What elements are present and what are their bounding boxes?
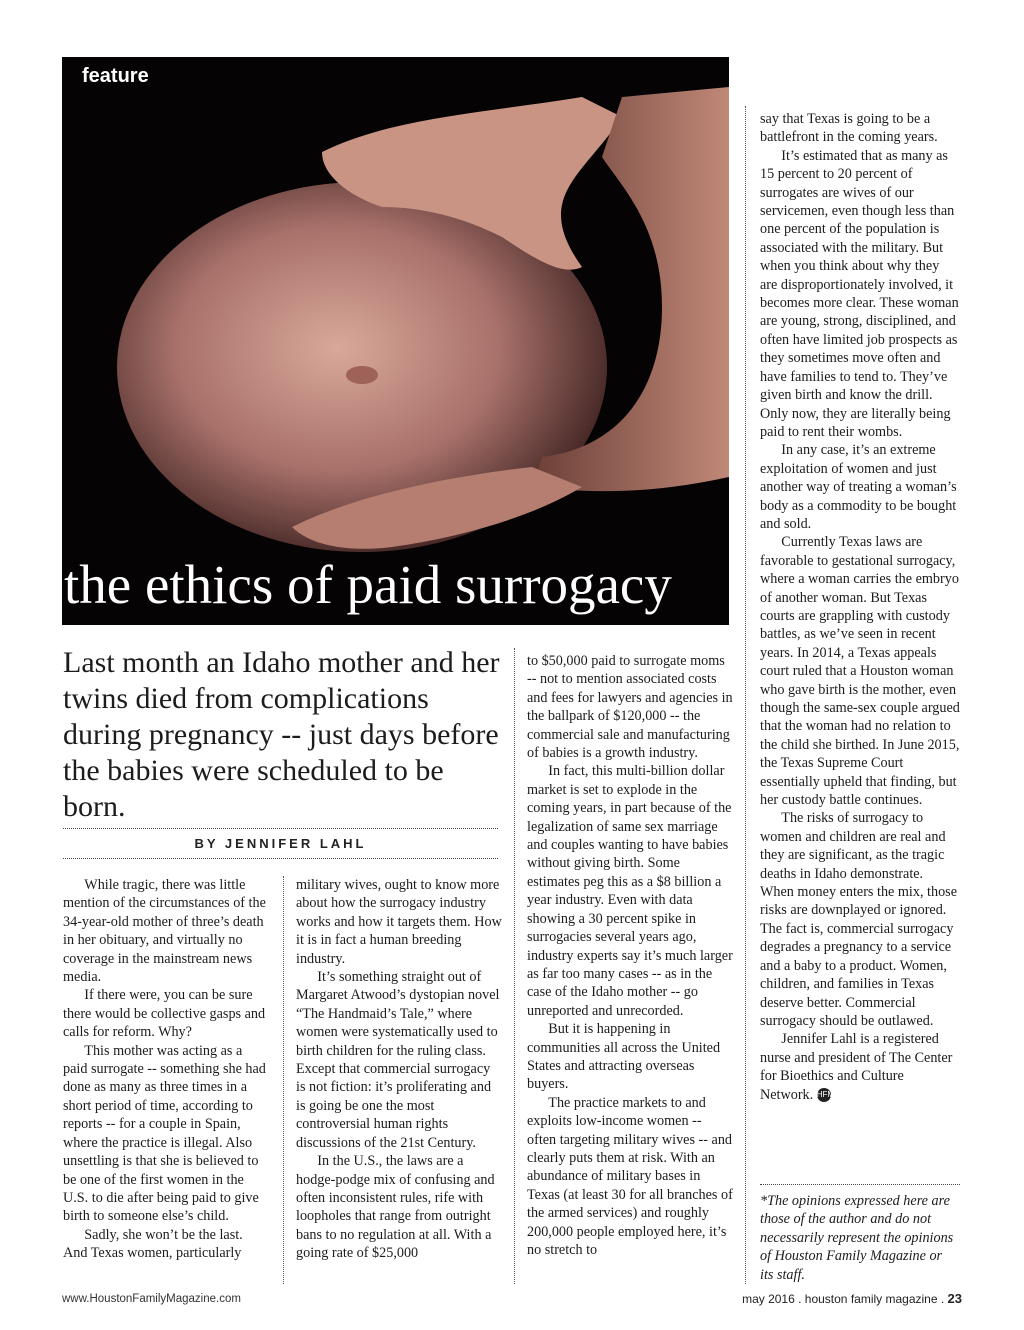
paragraph: In any case, it’s an extreme exploitation of women and just another way of treating a woman’s body as a commodity to be bought and sold. — [760, 442, 957, 532]
column-divider — [514, 648, 515, 1284]
paragraph: If there were, you can be sure there would be collective gasps and calls for reform. Why? — [63, 987, 266, 1041]
paragraph: military wives, ought to know more about how the surrogacy industry works and how it targets them. How it is in fact a human breeding industry. — [296, 877, 502, 967]
footer-website: www.HoustonFamilyMagazine.com — [62, 1293, 241, 1305]
article-column-2 — [296, 876, 502, 1263]
author-bio-text: Jennifer Lahl is a registered nurse and president of The Center for Bioethics and Culture Network. — [760, 1031, 953, 1103]
article-column-4 — [760, 110, 960, 1104]
page-number: 23 — [947, 1291, 962, 1306]
end-mark-icon: HFM — [817, 1088, 831, 1102]
pregnant-belly-illustration — [62, 57, 729, 625]
paragraph: say that Texas is going to be a battlefront in the coming years. — [760, 111, 938, 146]
divider-top — [63, 828, 498, 829]
paragraph: While tragic, there was little mention of the circumstances of the 34-year-old mother of three’s death in her obituary, and virtually no coverage in the mainstream news media. — [63, 877, 266, 986]
section-tag: feature — [82, 65, 149, 87]
footer-issue-text: may 2016 . houston family magazine . — [742, 1292, 948, 1306]
column-divider — [283, 876, 284, 1284]
paragraph: In the U.S., the laws are a hodge-podge mix of confusing and often inconsistent rules, rife with loopholes that range from outright bans to no regulation at all. With a going rate of $25,000 — [296, 1153, 495, 1262]
column-divider — [745, 106, 746, 1284]
article-column-1 — [63, 876, 269, 1263]
paragraph: It’s estimated that as many as 15 percent to 20 percent of surrogates are wives of our servicemen, even though less than one percent of the population is associated with the military. But when you think about why they are disproportionately involved, it becomes more clear. These woman are young, strong, disciplined, and often have limited job prospects as they sometimes move often and have families to tend to. They’ve given birth and know the drill. Only now, they are literally being paid to rent their wombs. — [760, 147, 959, 440]
paragraph: It’s something straight out of Margaret Atwood’s dystopian novel “The Handmaid’s Tale,” where women were systematically used to birth children for the ruling class. Except that commercial surrogacy is not fiction: it’s proliferating and is going be one the most controversial human rights discussions of the 21st Century. — [296, 969, 500, 1151]
footer-issue — [742, 1291, 962, 1306]
paragraph: But it is happening in communities all across the United States and attracting overseas buyers. — [527, 1021, 721, 1093]
paragraph: Sadly, she won’t be the last. And Texas women, particularly — [63, 1226, 243, 1262]
article-deck: Last month an Idaho mother and her twins died from complications during pregnancy -- just days before the babies were scheduled to be born. — [63, 646, 500, 823]
hero-photo — [62, 57, 729, 625]
paragraph: The risks of surrogacy to women and children are real and they are significant, as the tragic deaths in Idaho demonstrate. When money enters the mix, those risks are downplayed or ignored. The fact is, commercial surrogacy degrades a pregnancy to a service and a baby to a product. Women, children, and families in Texas deserve better. Commercial surrogacy should be outlawed. — [760, 810, 957, 1029]
article-column-3 — [527, 652, 733, 1259]
paragraph: Currently Texas laws are favorable to gestational surrogacy, where a woman carries the embryo of another woman. But Texas courts are grappling with custody battles, as we’ve seen in recent years. In 2014, a Texas appeals court ruled that a Houston woman who gave birth is the mother, even though the same-sex couple argued that the woman had no relation to the child she birthed. In June 2015, the Texas Supreme Court essentially upheld that finding, but her custody battle continues. — [760, 534, 960, 809]
divider-bottom — [63, 858, 498, 859]
byline: BY JENNIFER LAHL — [194, 836, 367, 851]
divider-disclaimer — [760, 1184, 960, 1185]
paragraph: The practice markets to and exploits low-income women -- often targeting military wives -- and clearly puts them at risk. With an abundance of military bases in Texas (at least 30 for all branches of the armed services) and roughly 200,000 people employed here, it’s no stretch to — [527, 1094, 733, 1258]
paragraph: In fact, this multi-billion dollar market is set to explode in the coming years, in part because of the legalization of same sex marriage and couples wanting to have babies without giving birth. Some estimates peg this as a $8 billion a year industry. Even with data showing a 30 percent spike in surrogacies several years ago, industry experts say it’s much larger as far too many cases -- as in the case of the Idaho mother -- go unreported and unrecorded. — [527, 763, 733, 1019]
page-title: the ethics of paid surrogacy — [64, 554, 672, 615]
paragraph: to $50,000 paid to surrogate moms -- not to mention associated costs and fees for lawyers and agencies in the ballpark of $120,000 -- the commercial sale and manufacturing of babies is a growth industry. — [527, 653, 733, 762]
paragraph: This mother was acting as a paid surrogate -- something she had done as many as three times in a short period of time, according to reports -- for a couple in Spain, where the practice is illegal. Also unsettling is that she is believed to be one of the first women in the U.S. to die after being paid to give birth to someone else’s child. — [63, 1042, 266, 1225]
disclaimer: *The opinions expressed here are those of the author and do not necessarily represent the opinions of Houston Family Magazine or its staff. — [760, 1193, 954, 1283]
author-bio — [760, 1030, 960, 1104]
